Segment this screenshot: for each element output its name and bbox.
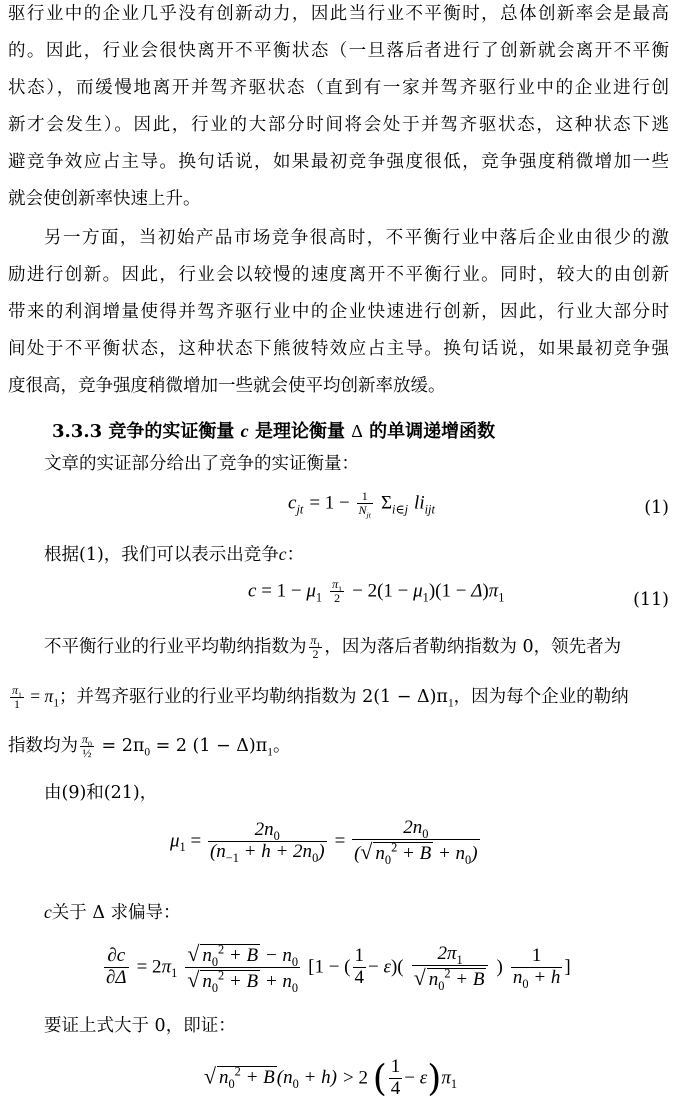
- para1-line-3: 状态），而缓慢地离开并驾齐驱状态（直到有一家并驾齐驱行业中的企业进行创: [8, 78, 669, 98]
- equation-mu1: $\mu_1$ = $\frac{2n_0}{(n_{-1} + h + 2n_0)}$ = $\frac{2n_0}{(√ n_0^2 + B + n_0)}$: [170, 817, 478, 867]
- prove-line: 要证上式大于 0，即证：: [44, 1016, 236, 1036]
- para1-line-6: 就会使创新率快速上升。: [8, 189, 201, 209]
- partial-line: c关于 Δ 求偏导：: [44, 902, 181, 923]
- equation-11: $c = 1 - \mu_1$ $\frac{\pi_1}{2}$ − $2(1 - \mu_1)(1 - \Delta)\pi_1$: [248, 577, 505, 606]
- section-number: 3.3.3: [52, 421, 103, 442]
- para1-line-1: 驱行业中的企业几乎没有创新动力，因此当行业不平衡时，总体创新率会是最高: [8, 4, 669, 24]
- derive-line: 根据(1)，我们可以表示出竞争c：: [44, 544, 305, 565]
- equation-partial: $\frac{\partial c}{\partial\Delta}$ = $2\pi_1$ $\frac{√ n_0^2 + B - n_0}{√ n_0^2 + B + n_0}$ [1 − ( $\frac{1}{4}$ − ε)( $\frac{2\pi_1}{√ n_0^2 + B}$ ) $\frac{1}{n_0 + h}$ ]: [106, 942, 571, 995]
- equation-11-number: (11): [633, 590, 669, 610]
- para2-line-5: 度很高，竞争强度稍微增加一些就会使平均创新率放缓。: [8, 376, 446, 396]
- section-heading: 3.3.3 竞争的实证衡量 c 是理论衡量 Δ 的单调递增函数: [52, 421, 496, 442]
- para2-line-3: 带来的利润增量使得并驾齐驱行业中的企业快速进行创新，因此，行业大部分时: [8, 302, 669, 322]
- lerner-line-1: 不平衡行业的行业平均勒纳指数为 $\frac{\pi_1}{2}$ ，因为落后者勒纳指数为 0，领先者为: [44, 633, 622, 662]
- para2-line-1: 另一方面，当初始产品市场竞争很高时，不平衡行业中落后企业由很少的激: [44, 228, 669, 248]
- equation-1: $c_{jt} = 1$ − $\frac{1}{N_{jt}}$ $\Sigma_{i\in j}$ $li_{ijt}$: [288, 489, 435, 520]
- para2-line-4: 间处于不平衡状态，这种状态下熊彼特效应占主导。换句话说，如果最初竞争强: [8, 339, 669, 359]
- para1-line-4: 新才会发生）。因此，行业的大部分时间将会处于并驾齐驱状态，这种状态下逃: [8, 115, 669, 135]
- lerner-line-2: $\frac{\pi_1}{1}$ = $\pi_1$；并驾齐驱行业的行业平均勒纳指数为 $2(1 - \Delta)\pi_1$，因为每个企业的勒纳: [12, 683, 629, 712]
- lerner-line-3: 指数均为 $\frac{\pi_0}{\text{½}}$ = $2\pi_0 = 2$ $(1 - \Delta)\pi_1$。: [8, 732, 291, 761]
- equation-1-number: (1): [644, 498, 669, 518]
- para2-line-2: 励进行创新。因此，行业会以较慢的速度离开不平衡行业。同时，较大的由创新: [8, 265, 669, 285]
- para1-line-5: 避竞争效应占主导。换句话说，如果最初竞争强度很低，竞争强度稍微增加一些: [8, 152, 669, 172]
- intro-line: 文章的实证部分给出了竞争的实证衡量：: [44, 454, 359, 474]
- para1-line-2: 的。因此，行业会很快离开不平衡状态（一旦落后者进行了创新就会离开不平衡: [8, 41, 669, 61]
- equation-inequality: √ $n_0^2 + B$ $(n_0 + h) > 2$ ( $\frac{1}{4}$ − $\varepsilon)\pi_1$: [204, 1056, 458, 1100]
- from-line: 由(9)和(21)，: [44, 783, 158, 803]
